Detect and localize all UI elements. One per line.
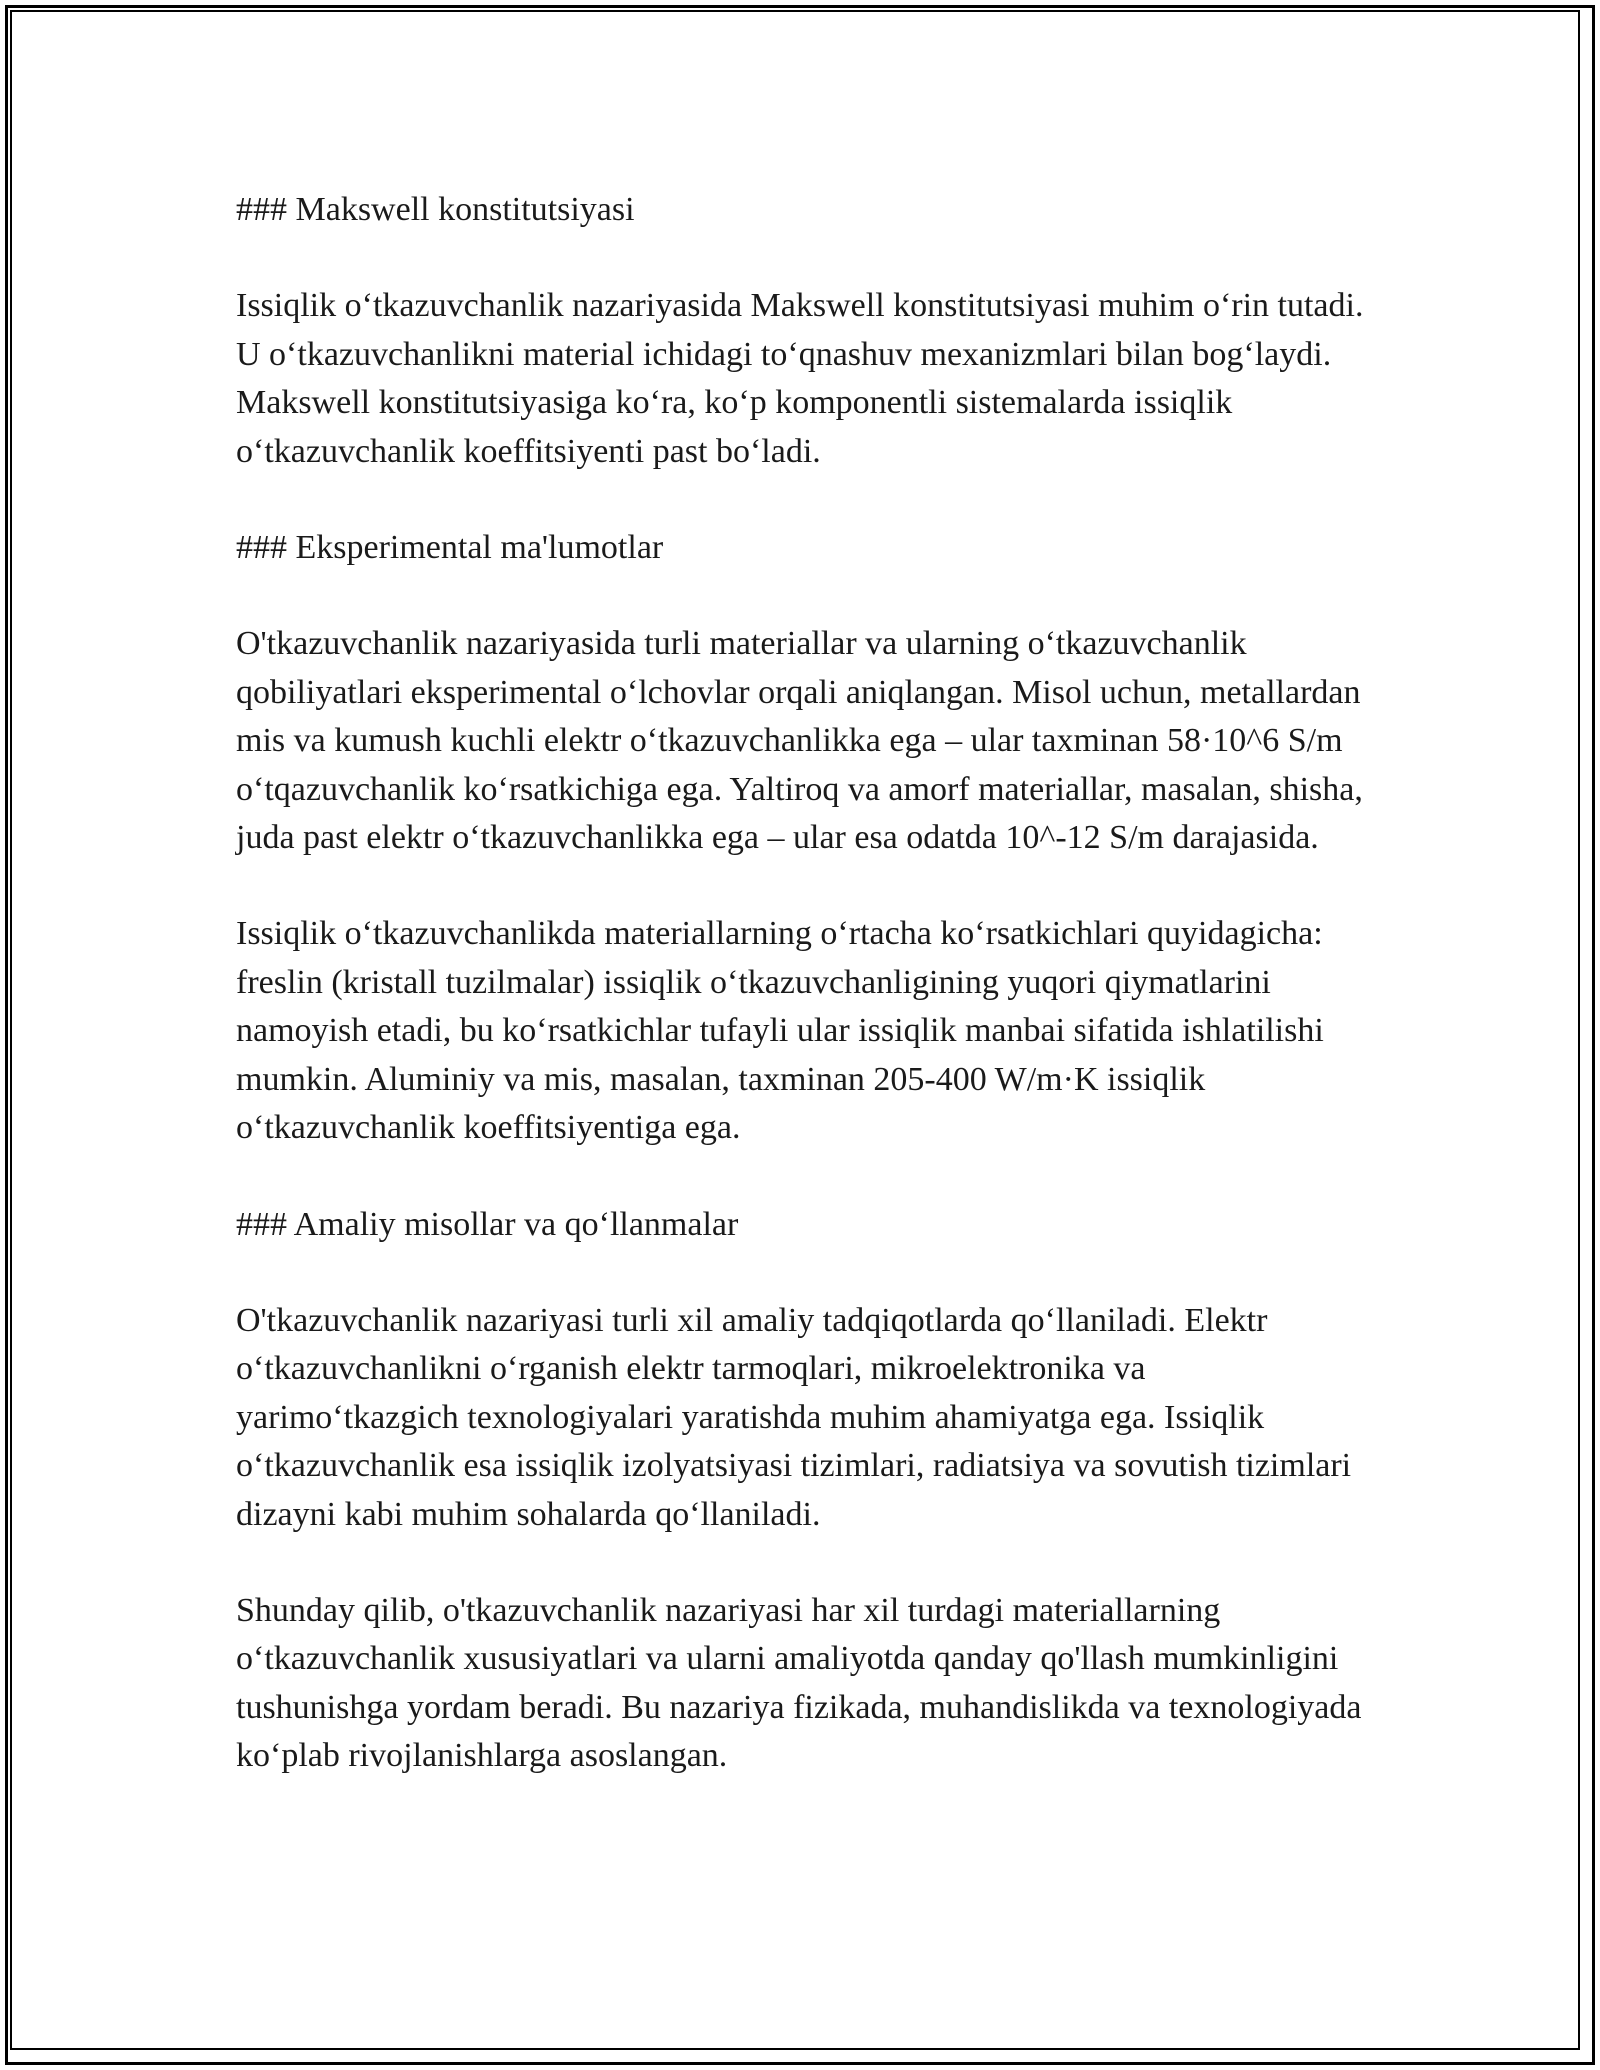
paragraph-amaliy-2: Shunday qilib, o'tkazuvchanlik nazariyasi har xil turdagi materiallarning o‘tkazuvchanlik xususiyatlari va ularni amaliyotda qanday qo'llash mumkinligini tushunishga yordam beradi. Bu nazariya fizikada, muhandislikda va texnologiyada ko‘plab rivojlanishlarga asoslangan. xyxy=(236,1591,1362,1775)
section-heading-amaliy: ### Amaliy misollar va qo‘llanmalar xyxy=(236,1205,739,1243)
paragraph-makswell: Issiqlik o‘tkazuvchanlik nazariyasida Makswell konstitutsiyasi muhim o‘rin tutadi. U o‘tkazuvchanlikni material ichidagi to‘qnashuv mexanizmlari bilan bog‘laydi. Makswell konstitutsiyasiga ko‘ra, ko‘p komponentli sistemalarda issiqlik o‘tkazuvchanlik koeffitsiyenti past bo‘ladi. xyxy=(236,287,1364,470)
paragraph-amaliy-1: O'tkazuvchanlik nazariyasi turli xil amaliy tadqiqotlarda qo‘llaniladi. Elektr o‘tkazuvchanlikni o‘rganish elektr tarmoqlari, mikroelektronika va yarimo‘tkazgich texnologiyalari yaratishda muhim ahamiyatga ega. Issiqlik o‘tkazuvchanlik esa issiqlik izolyatsiyasi tizimlari, radiatsiya va sovutish tizimlari dizayni kabi muhim sohalarda qo‘llaniladi. xyxy=(236,1301,1352,1533)
document-body xyxy=(236,186,1366,1781)
section-heading-makswell: ### Makswell konstitutsiyasi xyxy=(236,191,635,228)
paragraph-eksperimental-1: O'tkazuvchanlik nazariyasida turli materiallar va ularning o‘tkazuvchanlik qobiliyatlari eksperimental o‘lchovlar orqali aniqlangan. Misol uchun, metallardan mis va kumush kuchli elektr o‘tkazuvchanlikka ega – ular taxminan 58·10^6 S/m o‘tqazuvchanlik ko‘rsatkichiga ega. Yaltiroq va amorf materiallar, masalan, shisha, juda past elektr o‘tkazuvchanlikka ega – ular esa odatda 10^-12 S/m darajasida. xyxy=(236,625,1363,857)
section-heading-eksperimental: ### Eksperimental ma'lumotlar xyxy=(236,529,664,567)
paragraph-eksperimental-2: Issiqlik o‘tkazuvchanlikda materiallarning o‘rtacha ko‘rsatkichlari quyidagicha: freslin (kristall tuzilmalar) issiqlik o‘tkazuvchanligining yuqori qiymatlarini namoyish etadi, bu ko‘rsatkichlar tufayli ular issiqlik manbai sifatida ishlatilishi mumkin. Aluminiy va mis, masalan, taxminan 205-400 W/m·K issiqlik o‘tkazuvchanlik koeffitsiyentiga ega. xyxy=(236,915,1324,1147)
